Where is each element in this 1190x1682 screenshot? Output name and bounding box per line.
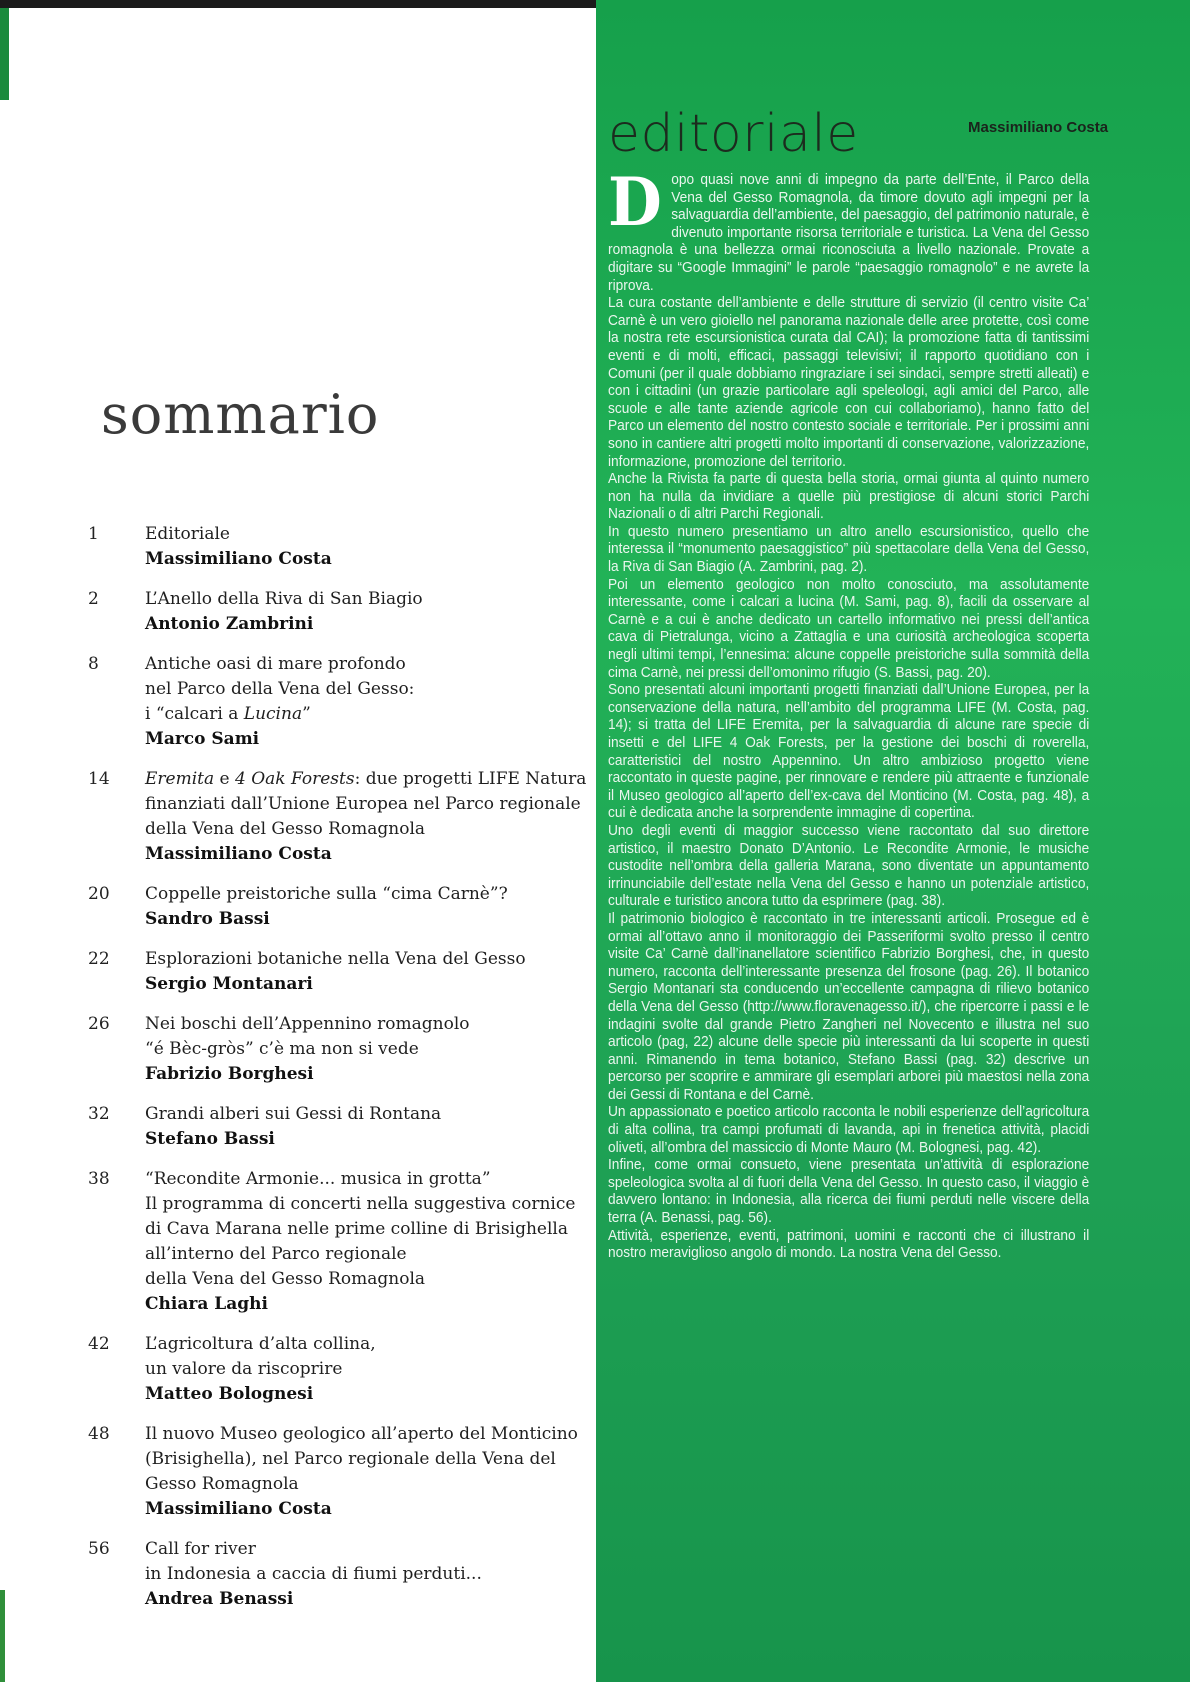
toc-page-number: 22 (88, 949, 110, 969)
toc-author: Stefano Bassi (145, 1129, 275, 1149)
toc-title-line: Il nuovo Museo geologico all’aperto del Monticino (145, 1424, 578, 1444)
toc-title-line: Esplorazioni botaniche nella Vena del Gesso (145, 949, 526, 969)
toc-title-line: (Brisighella), nel Parco regionale della Vena del (145, 1449, 556, 1469)
toc-entry (88, 652, 588, 752)
toc-title-line: Antiche oasi di mare profondo (145, 654, 406, 674)
drop-cap: D (608, 163, 662, 241)
toc-title-line: un valore da riscoprire (145, 1359, 343, 1379)
toc-page-number: 56 (88, 1539, 110, 1559)
toc-title-line: Call for river (145, 1539, 256, 1559)
toc-page-number: 26 (88, 1014, 110, 1034)
sommario-title: sommario (101, 383, 380, 446)
editoriale-paragraph: In questo numero presentiamo un altro anello escursionistico, quello che interessa il “monumento paesaggistico” più spettacolare della Vena del Gesso, la Riva di San Biagio (A. Zambrini, pag. 2). (608, 523, 1090, 576)
toc-title-line: all’interno del Parco regionale (145, 1244, 407, 1264)
toc-entry (88, 1102, 588, 1152)
toc-author: Marco Sami (145, 729, 260, 749)
toc-author: Andrea Benassi (145, 1589, 294, 1609)
toc-author: Antonio Zambrini (145, 614, 314, 634)
toc-page-number: 48 (88, 1424, 110, 1444)
toc-author: Massimiliano Costa (145, 549, 332, 569)
toc-author: Matteo Bolognesi (145, 1384, 314, 1404)
toc-entry (88, 767, 588, 867)
editoriale-paragraph: Infine, come ormai consueto, viene presentata un’attività di esplorazione speleologica svolta al di fuori della Vena del Gesso. In questo caso, il viaggio è davvero lontano: in Indonesia, alla ricerca dei fiumi perduti nelle viscere della terra (A. Benassi, pag. 56). (608, 1157, 1090, 1227)
toc-entry (88, 947, 588, 997)
toc-title-line: Coppelle preistoriche sulla “cima Carnè”? (145, 884, 508, 904)
toc-title-line: Il programma di concerti nella suggestiva cornice (145, 1194, 576, 1214)
toc-page-number: 32 (88, 1104, 110, 1124)
toc-title-line: finanziati dall’Unione Europea nel Parco regionale (145, 794, 581, 814)
toc-entry (88, 882, 588, 932)
editoriale-body (608, 163, 1090, 1263)
editoriale-paragraph: Anche la Rivista fa parte di questa bella storia, ormai giunta al quinto numero non ha nulla da invidiare a quelle più prestigiose di alcuni storici Parchi Nazionali o di altri Parchi Regionali. (608, 471, 1090, 523)
editoriale-author: Massimiliano Costa (968, 119, 1109, 136)
toc-author: Massimiliano Costa (145, 844, 332, 864)
editoriale-title: editoriale (608, 104, 859, 164)
toc-entry (88, 1167, 588, 1317)
toc-author: Massimiliano Costa (145, 1499, 332, 1519)
toc-page-number: 1 (88, 524, 99, 544)
toc-page-number: 38 (88, 1169, 110, 1189)
editoriale-paragraph (608, 163, 1090, 295)
table-of-contents (88, 522, 588, 1627)
toc-page-number: 42 (88, 1334, 110, 1354)
toc-author: Fabrizio Borghesi (145, 1064, 314, 1084)
toc-title-line: Gesso Romagnola (145, 1474, 299, 1494)
toc-entry (88, 587, 588, 637)
editoriale-paragraph: Il patrimonio biologico è raccontato in tre interessanti articoli. Prosegue ed è ormai all’ottavo anno il monitoraggio dei Passeriformi svolto presso il centro visite Ca’ Carnè dall’inanellatore scientifico Fabrizio Borghesi, che, in questo numero, racconta dell’interessante presenza del frosone (pag. 26). Il botanico Sergio Montanari sta conducendo un’eccellente campagna di rilievo botanico della Vena del Gesso (http://www.floravenagesso.it/), che ripercorre i passi e le indagini svolte dal grande Pietro Zangheri nel Novecento e illustra nel suo articolo (pag, 22) alcune delle specie più interessanti da lui scoperte in questi anni. Rimanendo in tema botanico, Stefano Bassi (pag. 32) descrive un percorso per scoprire e ammirare gli esemplari arborei più maestosi nella zona dei Gessi di Rontana e del Carnè. (608, 910, 1090, 1103)
editoriale-paragraph: Un appassionato e poetico articolo racconta le nobili esperienze dell’agricoltura di alta collina, tra campi profumati di lavanda, api in frenetica attività, placidi oliveti, all’ombra del massiccio di Monte Mauro (M. Bolognesi, pag. 42). (608, 1104, 1090, 1156)
toc-author: Sandro Bassi (145, 909, 270, 929)
toc-entry (88, 1537, 588, 1612)
toc-title-line: Editoriale (145, 524, 230, 544)
toc-entry (88, 1012, 588, 1087)
toc-page-number: 8 (88, 654, 99, 674)
toc-author: Chiara Laghi (145, 1294, 268, 1314)
editoriale-paragraph: Sono presentati alcuni importanti progetti finanziati dall’Unione Europea, per la conservazione della natura, nell’ambito del programma LIFE (M. Costa, pag. 14); si tratta del LIFE Eremita, per la salvaguardia di alcune rare specie di insetti e del LIFE 4 Oak Forests, per la gestione dei boschi di roverella, caratteristici del nostro Appennino. Un altro ambizioso progetto viene raccontato in queste pagine, per rinnovare e rendere più attraente e funzionale il Museo geologico all’aperto dell’ex-cava del Monticino (M. Costa, pag. 48), a cui è dedicata anche la sorprendente immagine di copertina. (608, 682, 1090, 822)
editoriale-paragraph: La cura costante dell’ambiente e delle strutture di servizio (il centro visite Ca’ Carnè è un vero gioiello nel panorama nazionale delle aree protette, così come la nostra rete escursionistica curata dal CAI); la promozione fatta di tantissimi eventi e di molti, efficaci, passaggi televisivi; il rapporto quotidiano con i Comuni (per il quale dobbiamo ringraziare i sei sindaci, sempre stretti alleati) e con i cittadini (un grazie particolare agli speleologi, agli amici del Parco, alle scuole e alle tante aziende agricole con cui collaboriamo), hanno fatto del Parco un elemento del nostro contesto sociale e territoriale. Per i prossimi anni sono in cantiere altri progetti molto importanti di conservazione, valorizzazione, informazione, promozione del territorio. (608, 295, 1090, 470)
toc-title-line: in Indonesia a caccia di fiumi perduti... (145, 1564, 482, 1584)
toc-title-line: Eremita e 4 Oak Forests: due progetti LIFE Natura (145, 769, 587, 789)
toc-title-line: i “calcari a Lucina” (145, 704, 311, 724)
toc-title-line: di Cava Marana nelle prime colline di Brisighella (145, 1219, 568, 1239)
toc-title-line: della Vena del Gesso Romagnola (145, 819, 426, 839)
toc-title-line: nel Parco della Vena del Gesso: (145, 679, 415, 699)
toc-title-line: “Recondite Armonie... musica in grotta” (145, 1169, 491, 1189)
toc-title-line: Nei boschi dell’Appennino romagnolo (145, 1014, 470, 1034)
toc-entry (88, 1422, 588, 1522)
editoriale-paragraph: Poi un elemento geologico non molto conosciuto, ma assolutamente interessante, come i calcari a lucina (M. Sami, pag. 8), facili da osservare al Carnè e a cui è anche dedicato un cartello informativo nei pressi dell’antica cava di Pietralunga, vicino a Zattaglia e una curiosità archeologica scoperta negli ultimi tempi, l’ennesima: alcune coppelle preistoriche sulla sommità della cima Carnè, nei pressi dell’omonimo rifugio (S. Bassi, pag. 20). (608, 576, 1090, 681)
editoriale-paragraph: Uno degli eventi di maggior successo viene raccontato dal suo direttore artistico, il maestro Donato D’Antonio. Le Recondite Armonie, le musiche custodite nell’ombra della galleria Marana, sono diventate un appuntamento irrinunciabile dell’estate nella Vena del Gesso e hanno un potenziale artistico, culturale e turistico ancora tutto da esprimere (pag. 38). (608, 822, 1090, 910)
toc-page-number: 20 (88, 884, 110, 904)
toc-author: Sergio Montanari (145, 974, 313, 994)
toc-page-number: 2 (88, 589, 99, 609)
toc-entry (88, 522, 588, 572)
toc-entry (88, 1332, 588, 1407)
editoriale-paragraph: Attività, esperienze, eventi, patrimoni, uomini e racconti che ci illustrano il nostro meraviglioso angolo di mondo. La nostra Vena del Gesso. (608, 1227, 1090, 1262)
toc-title-line: L’Anello della Riva di San Biagio (145, 589, 423, 609)
toc-title-line: della Vena del Gesso Romagnola (145, 1269, 426, 1289)
toc-title-line: L’agricoltura d’alta collina, (145, 1334, 376, 1354)
toc-title-line: “é Bèc-gròs” c’è ma non si vede (145, 1039, 419, 1059)
editoriale-paragraph-first: opo quasi nove anni di impegno da parte dell’Ente, il Parco della Vena del Gesso Romagnola, da timore dovuto agli impegni per la salvaguardia dell’ambiente, del paesaggio, del patrimonio naturale, è divenuto importante risorsa territoriale e turistica. La Vena del Gesso romagnola è una bellezza ormai riconosciuta a livello nazionale. Provate a digitare su “Google Immagini” le parole “paesaggio romagnolo” e ne avrete la riprova. (608, 172, 1090, 294)
toc-page-number: 14 (88, 769, 110, 789)
toc-title-line: Grandi alberi sui Gessi di Rontana (145, 1104, 442, 1124)
